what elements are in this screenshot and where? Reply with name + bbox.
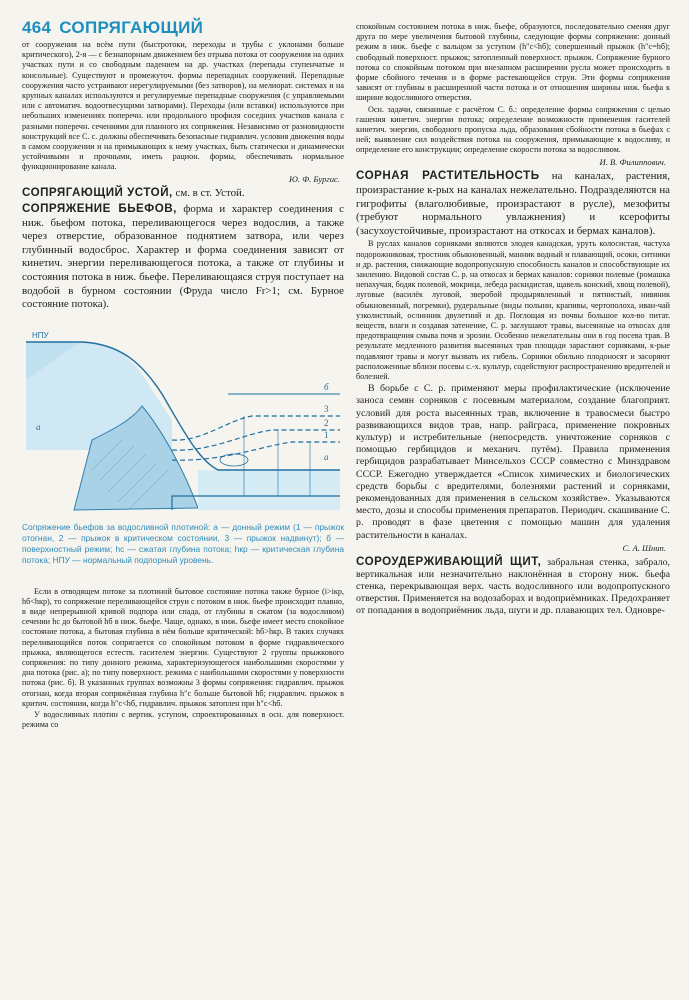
label-npu: НПУ xyxy=(32,330,49,340)
paragraph: В руслах каналов сорняками являются элодея канадская, уруть колосистая, частуха подорожниковая, тростник обыкновенный, манник водный и плавающий, осоки, ситники и др. растения, снижающие водопропускную способность каналов и способствующие их заилению. Видовой состав С. р. на откосах и бермах каналов: сорняки полевые (ромашка непахучая, бодяк полевой, мокрица, лебеда раскидистая, щавель конский, хвощ полевой), луговые (василёк луговой, зверобой продырявленный и пятнистый, нивяник обыкновенный, погремки), рудеральные (виды полыни, крапивы, чертополоха, иван-чай узколистный, ослинник двулетний и др. Поглощая из почвы большое кол-во питат. веществ, влаги и создавая затенение, С. р. заглушают травы, высеянные на откосах для предотвращения смыва почв и эрозии. Особенно нежелательны они в год посева трав. В результате медленного развития высеянных трав площади зарастают сорняками, к-рые подавляют травы и могут вызвать их гибель. Сорняки обильно плодоносят и засоряют расположенные вблизи посевы с.-х. культур, содействуют распространению вредителей и болезней. xyxy=(356,239,670,381)
paragraph: Осн. задачи, связанные с расчётом С. б.: определение формы сопряжения с целью гашения кинетич. энергии потока; определение возможности применения гасителей кинетич. энергии, свободного пропуска льда, образования сбойности потока в бьефах с ней; выявление сил воздействия потока на сооружения, примыкающие к водосливу, и определение его конструкции; определение скорости потока за водосливом. xyxy=(356,104,670,155)
paragraph: В борьбе с С. р. применяют меры профилактические (исключение заноса семян сорняков с посевным материалом, создание благоприят. условий для роста высеянных трав, включение в травосмеси быстро развивающихся видов трав, напр. райграса, применение покровных культур) и истребительные (непосредств. уничтожение сорняков с помощью гербицидов и механич. путём). Правила применения гербицидов разрабатывает Минсельхоз СССР совместно с Минздравом СССР. Ежегодно утверждается «Список химических и биологических средств борьбы с вредителями, болезнями растений и сорняками, рекомендованных для применения в сельском хозяйстве». Указываются место, дозы и способы применения препаратов. Периодич. скашивание С. р. проводят в фазе цветения с помощью машин для удаления растительности в каналах. xyxy=(356,383,670,541)
entry-headword: СОПРЯГАЮЩИЙ УСТОЙ, xyxy=(22,186,173,200)
line-label: а xyxy=(36,421,41,432)
figure-caption: Сопряжение бьефов за водосливной плотиной: а — донный режим (1 — прыжок отогнан, 2 — прыжок в критическом состоянии, 3 — прыжок надвинут); б — поверхностный режим; hc — сжатая глубина потока; hкр — критическая глубина потока; НПУ — нормальный подпорный уровень. xyxy=(22,521,344,566)
line-label: а xyxy=(324,451,329,462)
entry-text: см. в ст. Устой. xyxy=(175,187,245,200)
entry-sopryazhenie xyxy=(22,202,344,312)
paragraph: У водосливных плотин с вертик. уступом, спроектированных в осн. для поверхност. режима со xyxy=(22,709,344,730)
entry-headword: СОРНАЯ РАСТИТЕЛЬНОСТЬ xyxy=(356,169,540,183)
author-signature: С. А. Шнип. xyxy=(622,542,666,553)
line-label: 2 xyxy=(324,417,329,428)
page-number: 464 xyxy=(22,18,52,37)
weir-diagram-svg xyxy=(22,320,344,518)
running-title: СОПРЯГАЮЩИЙ xyxy=(59,18,204,37)
flow-line-3 xyxy=(172,416,340,440)
paragraph: спокойным состоянием потока в ниж. бьефе, образуются, последовательно сменяя друг друга по мере увеличения бытовой глубины, следующие формы сопряжения: донный режим в ниж. бьефе с вальцом за уступом (h″c<hб); совершенный прыжок (h″c=hб); свободный поверхност. прыжок; затопленный поверхност. прыжок. Сопряжение бурного потока со спокойным потоком при внезапном расширении русла может происходить в форме сбойного течения и в форме растекающейся струи. Эти формы сопряжения зависят от глубины в расширенной части потока и от отношения ширины ниж. бьефа к ширине водосливного отверстия. xyxy=(356,22,670,103)
flow-line-2 xyxy=(172,430,340,450)
entry-headword: СОРОУДЕРЖИВАЮЩИЙ ЩИТ, xyxy=(356,554,542,568)
author-signature: И. В. Филиппович. xyxy=(599,156,666,167)
figure-weir-diagram xyxy=(22,320,344,518)
entry-ustoi xyxy=(22,186,344,201)
left-column xyxy=(22,40,344,731)
line-label: 3 xyxy=(324,403,329,414)
line-label: б xyxy=(324,381,329,392)
entry-text: забральная стенка, забрало, вертикальная или незначительно наклонённая в сторону ниж. бьефа стенка, перекрывающая верх. часть водосливного или водопропускного отверстия. Применяется на водозаборах и водоприёмниках. Предохраняет от попадания в водоприёмник льда, шуги и др. плавающих тел. Одновре- xyxy=(356,556,670,617)
entry-sorouderzh xyxy=(356,556,670,618)
right-column xyxy=(356,22,670,619)
entry-text: на каналах, растения, произрастание к-рых на каналах нежелательно. Подразделяются на гигрофиты (влаголюбивые, произрастают в русле), мезофиты (требуют нормального увлажнения) и ксерофиты (засухоустойчивые, произрастают на откосах и бермах каналов). xyxy=(356,170,670,237)
paragraph-continuation: от сооружения на всём пути (быстротоки, переходы и трубы с уклонами больше критического), 2-я — с безнапорным движением без отрыва потока от сооружения на одних участках пути и со свободным падением на др. участках (перепады ступенчатые и консольные). Существуют и промежуточ. формы перепадных сооружений. Перепадные сооружения часто устраивают нерегулируемыми (без затворов), на мелиорат. системах и на крупных каналах используются и регулируемые перепадные сооружения (с управляемыми или с автоматич. водоотвесущими затворами). Переходы (или вставки) используются при небольших изменениях поперечн. или продольного профиля соседних участков канала с разными поперечн. сечениями для планного их сопряжения. Независимо от разновидности конструкций все С. с. должны обеспечивать безопасные гидравлич. условия движения воды в самом сооружении и на примыкающих к нему участках, быть статически и динамически устойчивыми и прочными, иметь рацион. формы, обеспечивать нормальное функционирование канала. xyxy=(22,40,344,172)
paragraph: Если в отводящем потоке за плотиной бытовое состояние потока также бурное (i>iкр, hб<hкр), то сопряжение переливающейся струи с потоком в ниж. бьефе происходит плавно, в виде непрерывной кривой подпора или спада, от глубины в сжатом (за водосливом) сечении hc до бытовой hб в ниж. бьефе. Чаще, однако, в ниж. бьефе имеет место спокойное состояние потока, а бытовая глубина в нём больше критической: hб>hкр. В таких случаях переливающийся поток сопрягается со спокойным потоком в форме гидравлического прыжка, являющегося естеств. гасителем энергии. Существуют 2 группы прыжкового сопряжения: по типу донного режима, характеризующегося наибольшими скоростями у дна потока (рис. а); по типу поверхност. режима с наибольшими скоростями у поверхности потока (рис. б). В указанных группах возможны 3 формы сопряжения: гидравлич. прыжок отогнан, когда вторая сопряжённая глубина h″c больше бытовой hб; гидравлич. прыжок в критич. состоянии, когда h″c<hб, гидравлич. прыжок затоплен при h″c<hб. xyxy=(22,586,344,708)
entry-sornaya xyxy=(356,169,670,238)
entry-headword: СОПРЯЖЕНИЕ БЬЕФОВ, xyxy=(22,201,177,215)
entry-text: форма и характер соединения с ниж. бьефом потока, переливающегося через водослив, а также через отверстие, образованное поднятием затвора, или через глубинный водосброс. Характер и форма соединения зависят от кинетич. энергии переливающегося потока, а также от глубины и состояния потока в ниж. бьефе. Переливающаяся струя поступает на водобой в бурном состоянии (Фруда число Fr>1; см. Бурное состояние потока). xyxy=(22,202,344,311)
author-signature: Ю. Ф. Бургис. xyxy=(289,173,340,184)
line-label: 1 xyxy=(324,429,329,440)
downstream-water xyxy=(198,470,340,510)
